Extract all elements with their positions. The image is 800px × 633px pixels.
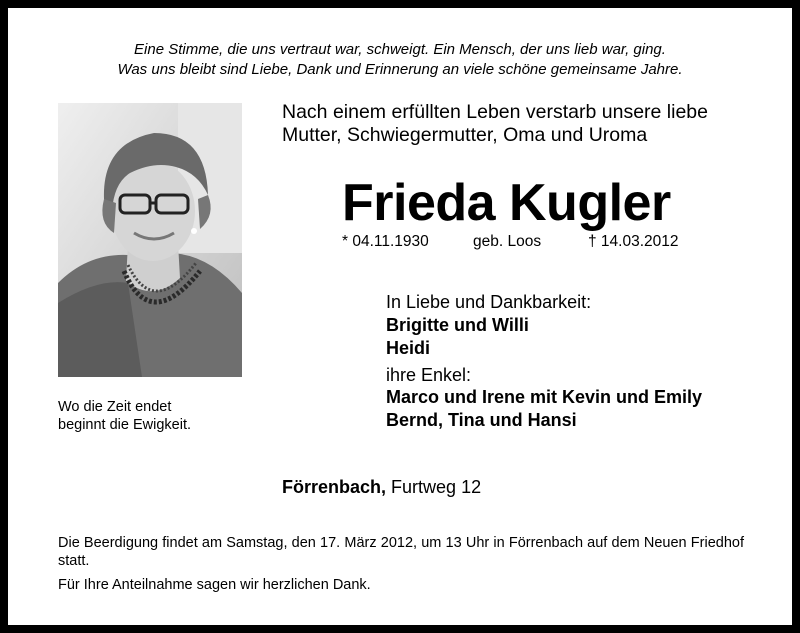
photo-quote-line-2: beginnt die Ewigkeit. [58, 417, 191, 433]
grandchildren-line-2: Bernd, Tina und Hansi [386, 410, 577, 430]
thanks-note: Für Ihre Anteilnahme sagen wir herzlichen Dank. [58, 577, 371, 593]
motto-line-2: Was uns bleibt sind Liebe, Dank und Erinnerung an viele schöne gemeinsame Jahre. [117, 61, 683, 78]
birth-date: * 04.11.1930 [342, 233, 429, 250]
mourners-heading: In Liebe und Dankbarkeit: [386, 292, 592, 312]
portrait-photo [58, 103, 242, 377]
photo-quote-line-1: Wo die Zeit endet [58, 399, 172, 415]
address [282, 476, 481, 498]
intro-line-2: Mutter, Schwiegermutter, Oma und Uroma [282, 124, 648, 146]
death-date: † 14.03.2012 [588, 233, 679, 250]
portrait-image [58, 103, 242, 377]
motto-line-1: Eine Stimme, die uns vertraut war, schweigt. Ein Mensch, der uns lieb war, ging. [134, 41, 666, 58]
grandchildren-line-1: Marco und Irene mit Kevin und Emily [386, 387, 703, 407]
address-town: Förrenbach, [282, 477, 387, 497]
intro-line-1: Nach einem erfüllten Leben verstarb unsere liebe [282, 101, 709, 123]
mourners-family-1: Brigitte und Willi [386, 315, 529, 335]
address-street: Furtweg 12 [391, 477, 482, 497]
mourners-family-2: Heidi [386, 338, 431, 358]
funeral-notice: Die Beerdigung findet am Samstag, den 17. März 2012, um 13 Uhr in Förrenbach auf dem Neuen Friedhof statt. [58, 535, 744, 569]
deceased-name: Frieda Kugler [342, 174, 671, 232]
grandchildren-heading: ihre Enkel: [386, 365, 472, 385]
maiden-name: geb. Loos [473, 233, 542, 250]
